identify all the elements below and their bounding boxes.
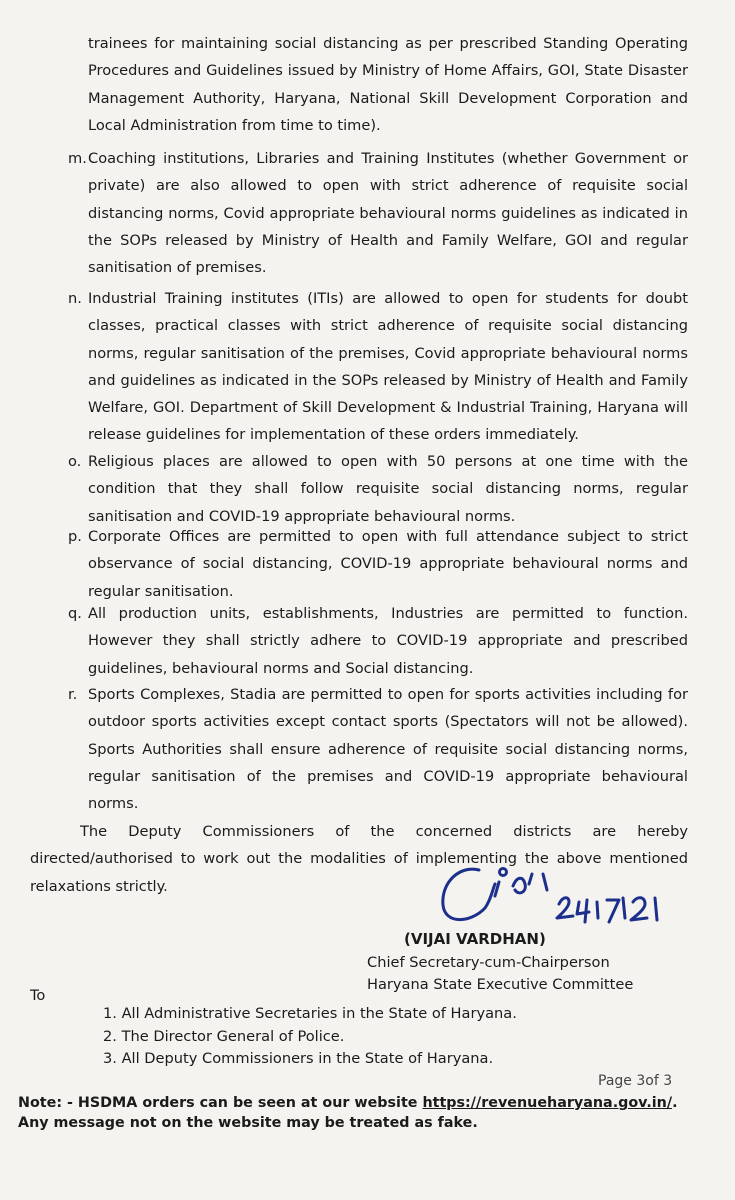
clause-label: m. [68, 150, 87, 167]
clause-label: n. [68, 290, 82, 307]
list-item: 2. The Director General of Police. [103, 1027, 345, 1045]
to-label: To [30, 987, 46, 1004]
clause-n [68, 285, 688, 449]
clause-text: Sports Complexes, Stadia are permitted to open for sports activities including for outdoor sports activities except contact sports (Spectators will not be allowed). Sports Authorities shall ensure adherence of requisite social distancing norms, regular sanitisation of the premises and COVID-19 appropriate behavioural norms. [88, 686, 688, 813]
handwritten-signature [435, 860, 675, 940]
clause-r [68, 681, 688, 817]
clause-o [68, 448, 688, 530]
clause-label: q. [68, 605, 82, 622]
clause-text: All production units, establishments, Industries are permitted to function. However they shall strictly adhere to COVID-19 appropriate and prescribed guidelines, behavioural norms and Social distancing. [88, 605, 688, 677]
signatory-title [367, 952, 633, 996]
clause-text: Coaching institutions, Libraries and Training Institutes (whether Government or private) are also allowed to open with strict adherence of requisite social distancing norms, Covid appropriate behavioural norms guidelines as indicated in the SOPs released by Ministry of Health and Family Welfare, GOI and regular sanitisation of premises. [88, 150, 688, 277]
page-number: Page 3of 3 [598, 1073, 673, 1089]
clause-text: Religious places are allowed to open with 50 persons at one time with the condition that they shall follow requisite social distancing norms, regular sanitisation and COVID-19 appropriate behavioural norms. [88, 453, 688, 525]
continuation-paragraph: trainees for maintaining social distancing as per prescribed Standing Operating Procedures and Guidelines issued by Ministry of Home Affairs, GOI, State Disaster Management Authority, Haryana, National Skill Development Corporation and Local Administration from time to time). [88, 35, 688, 134]
list-item: 3. All Deputy Commissioners in the State of Haryana. [103, 1050, 494, 1067]
note-prefix: Note: - HSDMA orders can be seen at our website [18, 1095, 423, 1111]
website-link[interactable]: https://revenueharyana.gov.in/ [422, 1095, 673, 1111]
clause-p [68, 523, 688, 605]
footer-note [18, 1093, 708, 1133]
clause-label: p. [68, 528, 82, 545]
clause-text: Corporate Offices are permitted to open with full attendance subject to strict observance of social distancing, COVID-19 appropriate behavioural norms and regular sanitisation. [88, 528, 688, 600]
clause-label: r. [68, 686, 78, 703]
signatory-title-line1: Chief Secretary-cum-Chairperson [367, 954, 610, 971]
list-item: 1. All Administrative Secretaries in the State of Haryana. [103, 1005, 517, 1022]
clause-m [68, 145, 688, 281]
note-suffix: . Any message not on the website may be treated as fake. [18, 1095, 678, 1131]
clause-text: Industrial Training institutes (ITIs) are allowed to open for students for doubt classes, practical classes with strict adherence of requisite social distancing norms, regular sanitisation of the premises, Covid appropriate behavioural norms and guidelines as indicated in the SOPs released by Ministry of Health and Family Welfare, GOI. Department of Skill Development & Industrial Training, Haryana will release guidelines for implementation of these orders immediately. [88, 290, 688, 444]
clause-q [68, 600, 688, 682]
signatory-title-line2: Haryana State Executive Committee [367, 976, 634, 993]
clause-label: o. [68, 453, 82, 470]
recipient-list [103, 1003, 517, 1071]
closing-text: The Deputy Commissioners of the concerned districts are hereby directed/authorised to work out the modalities of implementing the above mentioned relaxations strictly. [30, 823, 688, 895]
signatory-name: (VIJAI VARDHAN) [404, 930, 546, 948]
